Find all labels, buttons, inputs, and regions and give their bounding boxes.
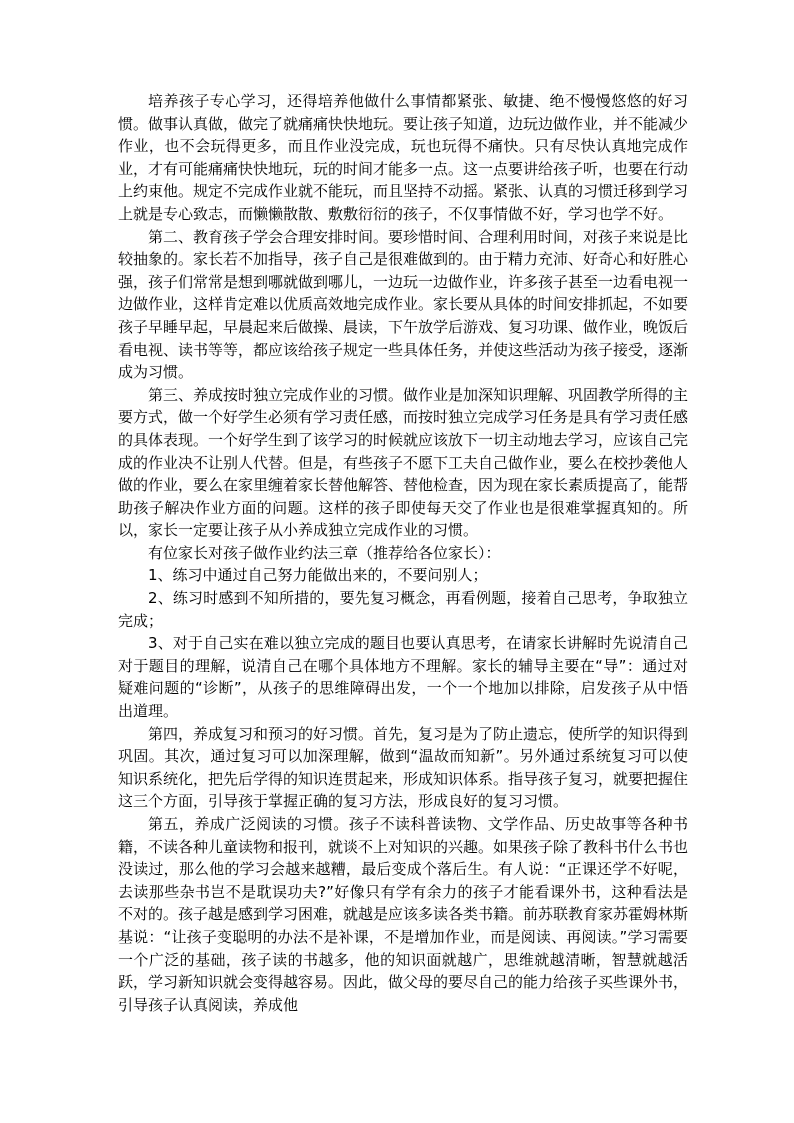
paragraph-rule-3: 3、对于自己实在难以独立完成的题目也要认真思考，在请家长讲解时先说清自己对于题目的理解，说清自己在哪个具体地方不理解。家长的辅导主要在“导”：通过对疑难问题的“诊断”，从孩子的思维障碍出发，一个一个地加以排除，启发孩子从中悟出道理。 [118, 634, 688, 721]
paragraph-wide-reading: 第五，养成广泛阅读的习惯。孩子不读科普读物、文学作品、历史故事等各种书籍，不读各种儿童读物和报刊，就谈不上对知识的兴趣。如果孩子除了教科书什么书也没读过，那么他的学习会越来越糟，最后变成个落后生。有人说：“正课还学不好呢，去读那些杂书岂不是耽误功夫?”好像只有学有余力的孩子才能看课外书，这种看法是不对的。孩子越是感到学习困难，就越是应该多读各类书籍。前苏联教育家苏霍姆林斯基说：“让孩子变聪明的办法不是补课，不是增加作业，而是阅读、再阅读。”学习需要一个广泛的基础，孩子读的书越多，他的知识面就越广，思维就越清晰，智慧就越活跃，学习新知识就会变得越容易。因此，做父母的要尽自己的能力给孩子买些课外书，引导孩子认真阅读，养成他 [118, 815, 689, 1014]
paragraph-independent-homework: 第三、养成按时独立完成作业的习惯。做作业是加深知识理解、巩固教学所得的主要方式，做一个好学生必须有学习责任感，而按时独立完成学习任务是具有学习责任感的具体表现。一个好学生到了该学习的时候就应该放下一切主动地去学习，应该自己完成的作业决不让别人代替。但是，有些孩子不愿下工夫自己做作业，要么在校抄袭他人做的作业，要么在家里缠着家长替他解答、替他检查，因为现在家长素质提高了，能帮助孩子解决作业方面的问题。这样的孩子即使每天交了作业也是很难掌握真知的。所以，家长一定要让孩子从小养成独立完成作业的习惯。 [118, 385, 689, 540]
paragraph-time-management: 第二、教育孩子学会合理安排时间。要珍惜时间、合理利用时间，对孩子来说是比较抽象的。家长若不加指导，孩子自己是很难做到的。由于精力充沛、好奇心和好胜心强，孩子们常常是想到哪就做到哪儿，一边玩一边做作业，许多孩子甚至一边看电视一边做作业，这样肯定难以优质高效地完成作业。家长要从具体的时间安排抓起，不如要孩子早睡早起，早晨起来后做操、晨读，下午放学后游戏、复习功课、做作业，晚饭后看电视、读书等等，都应该给孩子规定一些具体任务，并使这些活动为孩子接受，逐渐成为习惯。 [118, 227, 689, 382]
paragraph-rule-1: 1、练习中通过自己努力能做出来的，不要问别人； [148, 566, 488, 585]
document-page [118, 90, 688, 1016]
paragraph-three-rules-intro: 有位家长对孩子做作业约法三章（推荐给各位家长）： [148, 543, 501, 562]
paragraph-review-preview: 第四，养成复习和预习的好习惯。首先，复习是为了防止遗忘，使所学的知识得到巩固。其次，通过复习可以加深理解，做到“温故而知新”。另外通过系统复习可以使知识系统化，把先后学得的知识连贯起来，形成知识体系。指导孩子复习，就要把握住这三个方面，引导孩于掌握正确的复习方法，形成良好的复习习惯。 [118, 724, 689, 811]
paragraph-rule-2: 2、练习时感到不知所措的，要先复习概念，再看例题，接着自己思考，争取独立完成； [118, 589, 688, 630]
paragraph-focus-habit: 培养孩子专心学习，还得培养他做什么事情都紧张、敏捷、绝不慢慢悠悠的好习惯。做事认真做，做完了就痛痛快快地玩。要让孩子知道，边玩边做作业，并不能减少作业，也不会玩得更多，而且作业没完成，玩也玩得不痛快。只有尽快认真地完成作业，才有可能痛痛快快地玩，玩的时间才能多一点。这一点要讲给孩子听，也要在行动上约束他。规定不完成作业就不能玩，而且坚持不动摇。紧张、认真的习惯迁移到学习上就是专心致志，而懒懒散散、敷敷衍衍的孩子，不仅事情做不好，学习也学不好。 [118, 92, 689, 223]
